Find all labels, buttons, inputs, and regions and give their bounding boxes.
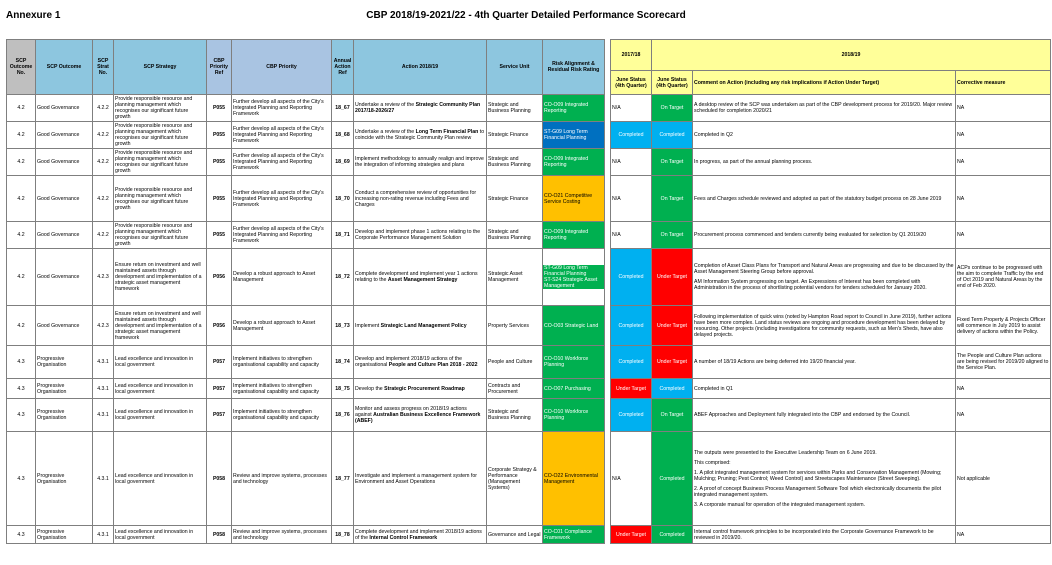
- status-prev-cell: Completed: [611, 122, 652, 149]
- strategy-cell: Provide responsible resource and planning management which recognises our significant future growth: [114, 95, 207, 122]
- scorecard-right-table: [610, 39, 1051, 544]
- col-header-comment: Comment on Action (including any risk implications if Action Under Target): [693, 71, 956, 95]
- comment-cell: [693, 346, 956, 379]
- status-prev-cell: Completed: [611, 306, 652, 346]
- status-cur-cell: On Target: [652, 149, 693, 176]
- comment-cell: [693, 149, 956, 176]
- outcome-cell: Good Governance: [36, 95, 93, 122]
- strategy-cell: Lead excellence and innovation in local government: [114, 346, 207, 379]
- strat-no-cell: 4.2.2: [93, 95, 114, 122]
- action-bold-text: Strategic Procurement Roadmap: [384, 385, 465, 392]
- comment-paragraph: Internal control framework principles to be incorporated into the Corporate Governance Framework to be reviewed in 2019/20.: [694, 528, 934, 541]
- comment-paragraph: A number of 18/19 Actions are being deferred into 19/20 financial year.: [694, 359, 856, 365]
- table-row: [7, 432, 605, 526]
- action-cell: [354, 149, 487, 176]
- comment-cell: [693, 306, 956, 346]
- strategy-cell: Provide responsible resource and planning management which recognises our significant future growth: [114, 176, 207, 222]
- table-row: [7, 222, 605, 249]
- outcome-no-cell: 4.2: [7, 149, 36, 176]
- service-unit-cell: People and Culture: [487, 346, 543, 379]
- status-prev-cell: Completed: [611, 399, 652, 432]
- priority-ref-cell: P058: [207, 432, 232, 526]
- col-header-risk: Risk Alignment & Residual Risk Rating: [543, 40, 605, 95]
- service-unit-cell: Strategic and Business Planning: [487, 222, 543, 249]
- priority-ref-cell: P057: [207, 399, 232, 432]
- corrective-cell: NA: [956, 399, 1051, 432]
- strategy-cell: Lead excellence and innovation in local government: [114, 379, 207, 399]
- status-cur-cell: On Target: [652, 176, 693, 222]
- table-row: [7, 399, 605, 432]
- comment-cell: [693, 122, 956, 149]
- priority-cell: Implement initiatives to strengthen organisational capability and capacity: [232, 346, 332, 379]
- action-text: Develop the: [355, 385, 385, 392]
- service-unit-cell: Strategic Finance: [487, 176, 543, 222]
- table-row: [611, 149, 1051, 176]
- table-row: [7, 176, 605, 222]
- outcome-cell: Good Governance: [36, 149, 93, 176]
- action-cell: [354, 249, 487, 306]
- risk-cell: CO-O10 Workforce Planning: [543, 346, 605, 379]
- comment-paragraph: Completion of Asset Class Plans for Transport and Natural Areas are progressing and due to be discussed by the Asset Management Steering Group before approval.: [694, 263, 954, 275]
- priority-ref-cell: P055: [207, 149, 232, 176]
- priority-ref-cell: P055: [207, 122, 232, 149]
- action-text: Complete development and implement 2018/19 actions of the: [355, 528, 482, 541]
- right-col-header-row: [611, 71, 1051, 95]
- action-cell: [354, 432, 487, 526]
- outcome-cell: Good Governance: [36, 306, 93, 346]
- table-row: [7, 346, 605, 379]
- action-text-suffix: to coincide with the Strategic Community Plan review: [355, 129, 485, 141]
- strat-no-cell: 4.2.2: [93, 176, 114, 222]
- outcome-cell: Progressive Organisation: [36, 346, 93, 379]
- service-unit-cell: Governance and Legal: [487, 526, 543, 544]
- action-text: Monitor and assess progress on 2018/19 actions against: [355, 406, 467, 418]
- corrective-cell: NA: [956, 379, 1051, 399]
- action-ref-cell: 18_73: [332, 306, 354, 346]
- strat-no-cell: 4.2.2: [93, 222, 114, 249]
- action-bold-text: Strategic Community Plan 2017/18-2026/27: [355, 102, 481, 114]
- action-ref-cell: 18_70: [332, 176, 354, 222]
- priority-ref-cell: P055: [207, 176, 232, 222]
- risk-cell: [543, 249, 605, 306]
- action-cell: [354, 346, 487, 379]
- table-row: [611, 176, 1051, 222]
- status-cur-cell: Under Target: [652, 306, 693, 346]
- status-cur-cell: Completed: [652, 122, 693, 149]
- strat-no-cell: 4.2.2: [93, 122, 114, 149]
- comment-paragraph: The outputs were presented to the Executive Leadership Team on 6 June 2019.: [694, 449, 877, 456]
- priority-cell: Further develop all aspects of the City's Integrated Planning and Reporting Framework: [232, 122, 332, 149]
- action-bold-text: Asset Management Strategy: [387, 277, 458, 283]
- action-ref-cell: 18_68: [332, 122, 354, 149]
- action-text: Investigate and implement a management system for Environment and Asset Operations: [355, 472, 477, 485]
- action-ref-cell: 18_75: [332, 379, 354, 399]
- status-cur-cell: Completed: [652, 526, 693, 544]
- outcome-no-cell: 4.2: [7, 222, 36, 249]
- strategy-cell: Lead excellence and innovation in local government: [114, 432, 207, 526]
- action-ref-cell: 18_72: [332, 249, 354, 306]
- scorecard-left-table: [6, 39, 605, 544]
- strat-no-cell: 4.2.3: [93, 249, 114, 306]
- comment-paragraph: Following implementation of quick wins (noted by Hampton Road report to Council in June 2019), further actions have been more complex. Land status reviews are ongoing and procedure development has been delayed by resourcing. Other projects (including investigations for community requests, such as Men's Sheds, have also delayed projects.: [694, 313, 952, 338]
- strat-no-cell: 4.3.1: [93, 346, 114, 379]
- right-year-header-row: [611, 40, 1051, 71]
- action-bold-text: Strategic Land Management Policy: [380, 322, 467, 329]
- action-text: Implement methodology to annually realign and improve the integration of informing strategies and plans: [355, 156, 484, 168]
- risk-cell: CO-O09 Integrated Reporting: [543, 222, 605, 249]
- corrective-cell: ACPs continue to be progressed with the aim to complete Traffic by the end of Oct 2019 and Natural Areas by the end of Feb 2020.: [956, 249, 1051, 306]
- outcome-no-cell: 4.2: [7, 249, 36, 306]
- comment-paragraph: Procurement process commenced and tenders currently being evaluated for selection by Q1 2019/20: [694, 232, 927, 238]
- status-cur-cell: Under Target: [652, 249, 693, 306]
- priority-cell: Further develop all aspects of the City's Integrated Planning and Reporting Framework: [232, 149, 332, 176]
- strat-no-cell: 4.2.2: [93, 149, 114, 176]
- risk-cell: CO-O10 Workforce Planning: [543, 399, 605, 432]
- status-cur-cell: On Target: [652, 399, 693, 432]
- status-prev-cell: Completed: [611, 346, 652, 379]
- table-row: [7, 122, 605, 149]
- col-header-june-status-prev: June Status (4th Quarter): [611, 71, 652, 95]
- comment-paragraph: A desktop review of the SCP was undertaken as part of the CBP development process for 2019/20. Major review scheduled for completion 2020/21: [694, 102, 953, 114]
- strat-no-cell: 4.3.1: [93, 432, 114, 526]
- outcome-cell: Good Governance: [36, 122, 93, 149]
- priority-ref-cell: P057: [207, 346, 232, 379]
- comment-cell: [693, 222, 956, 249]
- annexure-label: Annexure 1: [6, 10, 61, 21]
- table-row: [611, 399, 1051, 432]
- outcome-no-cell: 4.3: [7, 432, 36, 526]
- table-row: [611, 249, 1051, 306]
- status-prev-cell: N/A: [611, 432, 652, 526]
- action-ref-cell: 18_78: [332, 526, 354, 544]
- table-row: [611, 432, 1051, 526]
- action-bold-text: People and Culture Plan 2018 - 2022: [388, 362, 478, 368]
- table-row: [7, 379, 605, 399]
- priority-ref-cell: P055: [207, 222, 232, 249]
- comment-cell: [693, 249, 956, 306]
- comment-paragraph: In progress, as part of the annual planning process.: [694, 159, 813, 165]
- comment-paragraph: This comprised:: [694, 459, 731, 466]
- status-cur-cell: On Target: [652, 95, 693, 122]
- table-row: [611, 346, 1051, 379]
- priority-cell: Further develop all aspects of the City's Integrated Planning and Reporting Framework: [232, 176, 332, 222]
- priority-cell: Review and improve systems, processes and technology: [232, 526, 332, 544]
- corrective-cell: Fixed Term Property & Projects Officer will commence in July 2019 to assist delivery of actions within the Policy.: [956, 306, 1051, 346]
- strategy-cell: Provide responsible resource and planning management which recognises our significant future growth: [114, 149, 207, 176]
- outcome-cell: Good Governance: [36, 249, 93, 306]
- corrective-cell: The People and Culture Plan actions are being revised for 2019/20 aligned to the Service Plan.: [956, 346, 1051, 379]
- table-row: [611, 222, 1051, 249]
- col-header-outcome: SCP Outcome: [36, 40, 93, 95]
- year-header-2018-19: 2018/19: [652, 40, 1051, 71]
- page-title: CBP 2018/19-2021/22 - 4th Quarter Detailed Performance Scorecard: [366, 10, 686, 21]
- status-prev-cell: N/A: [611, 95, 652, 122]
- comment-cell: [693, 432, 956, 526]
- outcome-no-cell: 4.2: [7, 95, 36, 122]
- comment-cell: [693, 176, 956, 222]
- table-row: [7, 249, 605, 306]
- service-unit-cell: Strategic and Business Planning: [487, 95, 543, 122]
- comment-cell: [693, 399, 956, 432]
- comment-paragraph: Completed in Q1: [694, 385, 733, 392]
- outcome-no-cell: 4.3: [7, 399, 36, 432]
- comment-paragraph: Completed in Q2: [694, 132, 733, 138]
- action-cell: [354, 526, 487, 544]
- strategy-cell: Ensure return on investment and well maintained assets through development and implementation of a strategic asset management framework: [114, 306, 207, 346]
- status-cur-cell: On Target: [652, 222, 693, 249]
- col-header-action-ref: Annual Action Ref: [332, 40, 354, 95]
- action-text: Develop and implement 2018/19 actions of the organisational: [355, 356, 462, 368]
- col-header-action: Action 2018/19: [354, 40, 487, 95]
- corrective-cell: NA: [956, 122, 1051, 149]
- risk-cell: CO-O07 Purchasing: [543, 379, 605, 399]
- strategy-cell: Ensure return on investment and well maintained assets through development and implementation of a strategic asset management framework: [114, 249, 207, 306]
- table-row: [611, 379, 1051, 399]
- risk-item: ST-S24 Strategic Asset Management: [543, 277, 604, 289]
- outcome-no-cell: 4.3: [7, 346, 36, 379]
- table-row: [611, 95, 1051, 122]
- corrective-cell: NA: [956, 95, 1051, 122]
- outcome-no-cell: 4.2: [7, 122, 36, 149]
- outcome-cell: Progressive Organisation: [36, 526, 93, 544]
- action-ref-cell: 18_71: [332, 222, 354, 249]
- strat-no-cell: 4.3.1: [93, 379, 114, 399]
- risk-cell: CO-O09 Integrated Reporting: [543, 95, 605, 122]
- action-text: Conduct a comprehensive review of opportunities for increasing non-rating revenue including Fees and Charges: [355, 189, 477, 208]
- comment-paragraph: 2. A proof of concept Business Process Management Software Tool which electronically documents the pilot integrated management system.: [694, 485, 942, 498]
- priority-cell: Review and improve systems, processes and technology: [232, 432, 332, 526]
- strategy-cell: Lead excellence and innovation in local government: [114, 399, 207, 432]
- status-prev-cell: N/A: [611, 149, 652, 176]
- action-ref-cell: 18_74: [332, 346, 354, 379]
- table-row: [7, 95, 605, 122]
- col-header-outcome-no: SCP Outcome No.: [7, 40, 36, 95]
- action-cell: [354, 399, 487, 432]
- action-text: Undertake a review of the: [355, 129, 416, 135]
- action-text: Undertake a review of the: [355, 102, 416, 108]
- strat-no-cell: 4.3.1: [93, 526, 114, 544]
- status-cur-cell: Completed: [652, 379, 693, 399]
- priority-cell: Implement initiatives to strengthen organisational capability and capacity: [232, 399, 332, 432]
- action-ref-cell: 18_77: [332, 432, 354, 526]
- status-prev-cell: N/A: [611, 176, 652, 222]
- action-cell: [354, 306, 487, 346]
- service-unit-cell: Contracts and Procurement: [487, 379, 543, 399]
- col-header-corrective: Corrective measure: [956, 71, 1051, 95]
- outcome-cell: Progressive Organisation: [36, 399, 93, 432]
- service-unit-cell: Strategic Asset Management: [487, 249, 543, 306]
- col-header-strat-no: SCP Strat No.: [93, 40, 114, 95]
- service-unit-cell: Strategic Finance: [487, 122, 543, 149]
- priority-cell: Develop a robust approach to Asset Management: [232, 306, 332, 346]
- priority-ref-cell: P057: [207, 379, 232, 399]
- risk-item: ST-G09 Long Term Financial Planning: [543, 265, 604, 277]
- service-unit-cell: Strategic and Business Planning: [487, 399, 543, 432]
- risk-cell: CO-O03 Strategic Land: [543, 306, 605, 346]
- table-row: [7, 526, 605, 544]
- action-cell: [354, 122, 487, 149]
- priority-cell: Further develop all aspects of the City's Integrated Planning and Reporting Framework: [232, 95, 332, 122]
- action-cell: [354, 176, 487, 222]
- strategy-cell: Provide responsible resource and planning management which recognises our significant future growth: [114, 222, 207, 249]
- status-prev-cell: N/A: [611, 222, 652, 249]
- status-cur-cell: Completed: [652, 432, 693, 526]
- strategy-cell: Lead excellence and innovation in local government: [114, 526, 207, 544]
- comment-cell: [693, 379, 956, 399]
- status-prev-cell: Completed: [611, 249, 652, 306]
- year-header-2017-18: 2017/18: [611, 40, 652, 71]
- priority-ref-cell: P056: [207, 249, 232, 306]
- action-cell: [354, 222, 487, 249]
- col-header-june-status-cur: June Status (4th Quarter): [652, 71, 693, 95]
- action-cell: [354, 95, 487, 122]
- comment-cell: [693, 95, 956, 122]
- outcome-no-cell: 4.3: [7, 526, 36, 544]
- strategy-cell: Provide responsible resource and planning management which recognises our significant future growth: [114, 122, 207, 149]
- action-text: Implement: [355, 322, 381, 329]
- priority-cell: Implement initiatives to strengthen organisational capability and capacity: [232, 379, 332, 399]
- risk-cell: ST-G09 Long Term Financial Planning: [543, 122, 605, 149]
- table-row: [7, 306, 605, 346]
- strat-no-cell: 4.2.3: [93, 306, 114, 346]
- col-header-strategy: SCP Strategy: [114, 40, 207, 95]
- corrective-cell: NA: [956, 176, 1051, 222]
- service-unit-cell: Corporate Strategy & Performance (Management Systems): [487, 432, 543, 526]
- comment-paragraph: 1. A pilot integrated management system for services within Parks and Conservation Management (Mowing; Mulching; Pruning; Pest Control; Weed Control) and Streetscapes Maintenance (Street Sweeping).: [694, 469, 942, 482]
- service-unit-cell: Property Services: [487, 306, 543, 346]
- action-bold-text: Australian Business Excellence Framework (ABEF): [355, 412, 481, 424]
- status-prev-cell: Under Target: [611, 526, 652, 544]
- action-text: Develop and implement phase 1 actions relating to the Corporate Performance Management Solution: [355, 229, 481, 241]
- outcome-no-cell: 4.2: [7, 306, 36, 346]
- comment-cell: [693, 526, 956, 544]
- corrective-cell: NA: [956, 526, 1051, 544]
- priority-ref-cell: P058: [207, 526, 232, 544]
- comment-paragraph: 3. A corporate manual for operation of the integrated management system.: [694, 501, 865, 508]
- outcome-cell: Good Governance: [36, 222, 93, 249]
- col-header-service-unit: Service Unit: [487, 40, 543, 95]
- table-row: [7, 149, 605, 176]
- outcome-cell: Progressive Organisation: [36, 432, 93, 526]
- priority-ref-cell: P055: [207, 95, 232, 122]
- risk-cell: CO-O21 Competitive Service Costing: [543, 176, 605, 222]
- service-unit-cell: Strategic and Business Planning: [487, 149, 543, 176]
- action-cell: [354, 379, 487, 399]
- comment-paragraph: Fees and Charges schedule reviewed and adopted as part of the statutory budget process on 28 June 2019: [694, 195, 942, 202]
- risk-cell: CO-C01 Compliance Framework: [543, 526, 605, 544]
- table-row: [611, 306, 1051, 346]
- status-cur-cell: Under Target: [652, 346, 693, 379]
- priority-cell: Further develop all aspects of the City's Integrated Planning and Reporting Framework: [232, 222, 332, 249]
- outcome-no-cell: 4.3: [7, 379, 36, 399]
- col-header-priority-ref: CBP Priority Ref: [207, 40, 232, 95]
- outcome-no-cell: 4.2: [7, 176, 36, 222]
- outcome-cell: Progressive Organisation: [36, 379, 93, 399]
- comment-paragraph: ABEF Approaches and Deployment fully integrated into the CBP and endorsed by the Council.: [694, 412, 911, 418]
- outcome-cell: Good Governance: [36, 176, 93, 222]
- risk-cell: CO-O22 Environmental Management: [543, 432, 605, 526]
- corrective-cell: NA: [956, 222, 1051, 249]
- priority-ref-cell: P056: [207, 306, 232, 346]
- priority-cell: Develop a robust approach to Asset Management: [232, 249, 332, 306]
- action-ref-cell: 18_67: [332, 95, 354, 122]
- risk-cell: CO-O09 Integrated Reporting: [543, 149, 605, 176]
- strat-no-cell: 4.3.1: [93, 399, 114, 432]
- action-ref-cell: 18_69: [332, 149, 354, 176]
- action-text: Complete development and implement year 1 actions relating to the: [355, 271, 478, 283]
- col-header-priority: CBP Priority: [232, 40, 332, 95]
- comment-paragraph: AM Information System progressing on target. An Expressions of Interest has been completed with Administration in the process of shortlisting potential vendors for tenders scheduled for January 2020.: [694, 279, 927, 291]
- action-bold-text: Internal Control Framework: [369, 534, 438, 541]
- status-prev-cell: Under Target: [611, 379, 652, 399]
- action-ref-cell: 18_76: [332, 399, 354, 432]
- table-row: [611, 526, 1051, 544]
- action-bold-text: Long Term Financial Plan: [415, 129, 479, 135]
- corrective-cell: Not applicable: [956, 432, 1051, 526]
- corrective-cell: NA: [956, 149, 1051, 176]
- table-row: [611, 122, 1051, 149]
- left-header-row: [7, 40, 605, 95]
